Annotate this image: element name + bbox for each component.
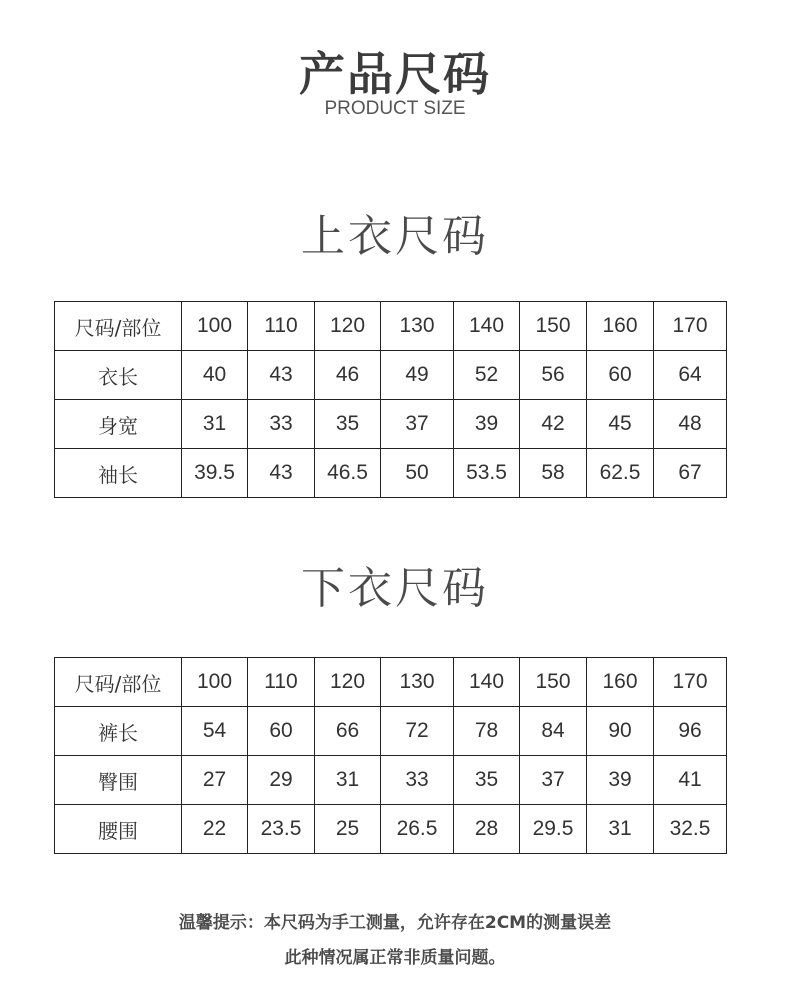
value-cell: 35 bbox=[315, 400, 381, 449]
size-cell: 150 bbox=[520, 302, 587, 351]
value-cell: 42 bbox=[520, 400, 587, 449]
value-cell: 54 bbox=[182, 707, 248, 756]
value-cell: 64 bbox=[654, 351, 727, 400]
value-cell: 31 bbox=[182, 400, 248, 449]
value-cell: 39 bbox=[587, 756, 654, 805]
page-title: 产品尺码 bbox=[299, 47, 491, 101]
size-cell: 110 bbox=[248, 658, 315, 707]
value-cell: 29.5 bbox=[520, 805, 587, 854]
value-cell: 28 bbox=[454, 805, 520, 854]
value-cell: 56 bbox=[520, 351, 587, 400]
value-cell: 96 bbox=[654, 707, 727, 756]
value-cell: 45 bbox=[587, 400, 654, 449]
table-row bbox=[55, 707, 727, 756]
value-cell: 39 bbox=[454, 400, 520, 449]
bottom-size-heading: 下衣尺码 bbox=[301, 563, 489, 614]
value-cell: 46.5 bbox=[315, 449, 381, 498]
header-label-cell: 尺码/部位 bbox=[55, 658, 182, 707]
size-cell: 100 bbox=[182, 302, 248, 351]
value-cell: 31 bbox=[587, 805, 654, 854]
value-cell: 37 bbox=[381, 400, 454, 449]
value-cell: 22 bbox=[182, 805, 248, 854]
row-label-cell: 臀围 bbox=[55, 756, 182, 805]
value-cell: 84 bbox=[520, 707, 587, 756]
measurement-note-line-1: 温馨提示：本尺码为手工测量，允许存在2CM的测量误差 bbox=[178, 913, 612, 933]
value-cell: 23.5 bbox=[248, 805, 315, 854]
value-cell: 32.5 bbox=[654, 805, 727, 854]
value-cell: 43 bbox=[248, 449, 315, 498]
size-cell: 110 bbox=[248, 302, 315, 351]
table-header-row bbox=[55, 658, 727, 707]
value-cell: 60 bbox=[587, 351, 654, 400]
value-cell: 25 bbox=[315, 805, 381, 854]
table-row bbox=[55, 756, 727, 805]
value-cell: 62.5 bbox=[587, 449, 654, 498]
value-cell: 50 bbox=[381, 449, 454, 498]
value-cell: 66 bbox=[315, 707, 381, 756]
size-cell: 170 bbox=[654, 658, 727, 707]
size-cell: 120 bbox=[315, 658, 381, 707]
table-row bbox=[55, 351, 727, 400]
size-cell: 120 bbox=[315, 302, 381, 351]
value-cell: 49 bbox=[381, 351, 454, 400]
value-cell: 33 bbox=[248, 400, 315, 449]
bottom-size-table bbox=[54, 657, 727, 854]
value-cell: 43 bbox=[248, 351, 315, 400]
value-cell: 60 bbox=[248, 707, 315, 756]
value-cell: 41 bbox=[654, 756, 727, 805]
value-cell: 53.5 bbox=[454, 449, 520, 498]
value-cell: 39.5 bbox=[182, 449, 248, 498]
value-cell: 52 bbox=[454, 351, 520, 400]
value-cell: 46 bbox=[315, 351, 381, 400]
value-cell: 37 bbox=[520, 756, 587, 805]
top-size-heading: 上衣尺码 bbox=[301, 211, 489, 262]
top-size-table bbox=[54, 301, 727, 498]
value-cell: 90 bbox=[587, 707, 654, 756]
size-cell: 170 bbox=[654, 302, 727, 351]
value-cell: 48 bbox=[654, 400, 727, 449]
value-cell: 31 bbox=[315, 756, 381, 805]
value-cell: 72 bbox=[381, 707, 454, 756]
value-cell: 27 bbox=[182, 756, 248, 805]
size-cell: 130 bbox=[381, 302, 454, 351]
measurement-note-line-2: 此种情况属正常非质量问题。 bbox=[284, 948, 506, 968]
size-cell: 150 bbox=[520, 658, 587, 707]
size-cell: 160 bbox=[587, 658, 654, 707]
value-cell: 29 bbox=[248, 756, 315, 805]
value-cell: 33 bbox=[381, 756, 454, 805]
table-row bbox=[55, 449, 727, 498]
row-label-cell: 腰围 bbox=[55, 805, 182, 854]
page-subtitle: PRODUCT SIZE bbox=[324, 98, 466, 119]
size-cell: 160 bbox=[587, 302, 654, 351]
table-header-row bbox=[55, 302, 727, 351]
row-label-cell: 身宽 bbox=[55, 400, 182, 449]
value-cell: 26.5 bbox=[381, 805, 454, 854]
size-cell: 130 bbox=[381, 658, 454, 707]
row-label-cell: 衣长 bbox=[55, 351, 182, 400]
value-cell: 58 bbox=[520, 449, 587, 498]
table-row bbox=[55, 805, 727, 854]
value-cell: 35 bbox=[454, 756, 520, 805]
header-label-cell: 尺码/部位 bbox=[55, 302, 182, 351]
row-label-cell: 袖长 bbox=[55, 449, 182, 498]
table-row bbox=[55, 400, 727, 449]
size-cell: 140 bbox=[454, 302, 520, 351]
value-cell: 78 bbox=[454, 707, 520, 756]
size-cell: 140 bbox=[454, 658, 520, 707]
size-cell: 100 bbox=[182, 658, 248, 707]
row-label-cell: 裤长 bbox=[55, 707, 182, 756]
value-cell: 40 bbox=[182, 351, 248, 400]
value-cell: 67 bbox=[654, 449, 727, 498]
